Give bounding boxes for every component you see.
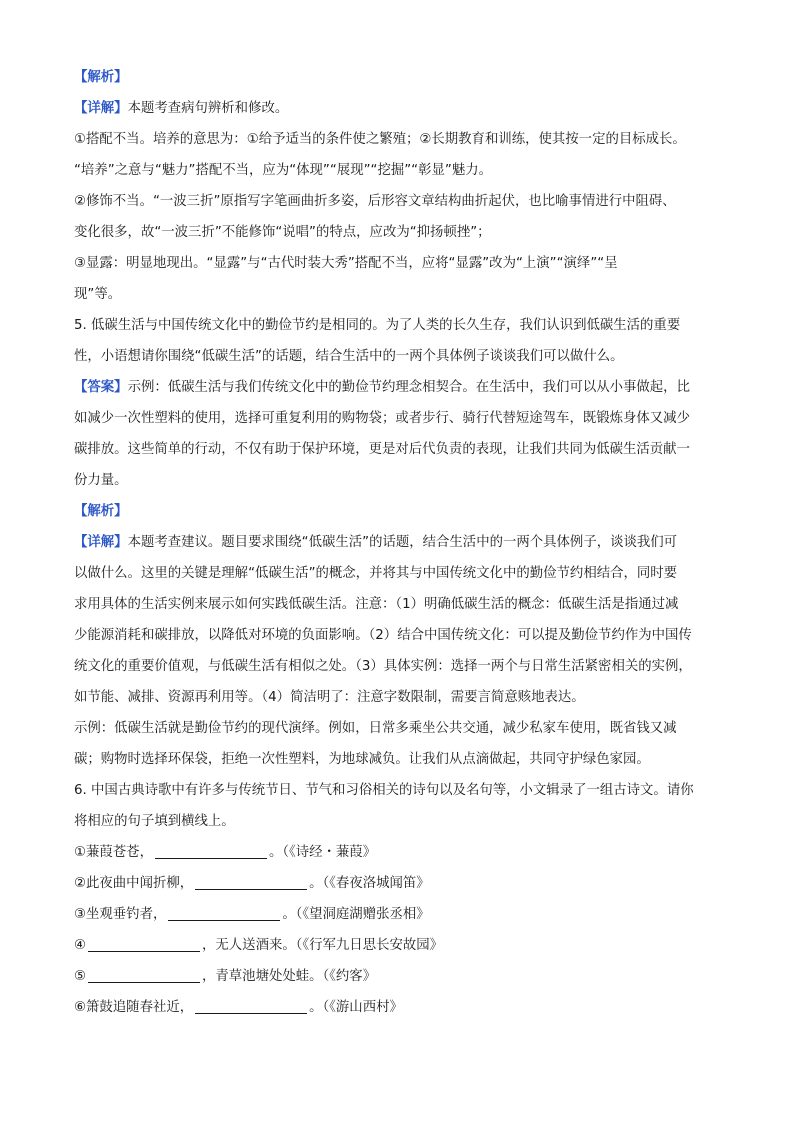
text-line: ②修饰不当。“一波三折”原指写字笔画曲折多姿，后形容文章结构曲折起伏，也比喻事情进行中阻碍、	[74, 194, 676, 209]
fill-pre: ⑥箫鼓追随春社近，	[74, 1000, 194, 1015]
fill-blank[interactable]	[155, 842, 267, 859]
fill-post: 。（《春夜洛城闻笛》	[309, 876, 430, 891]
detail-line: 少能源消耗和碳排放，以降低对环境的负面影响。（2）结合中国传统文化：可以提及勤俭节约作为中国传	[74, 628, 692, 643]
detail-line	[74, 93, 726, 124]
document-page	[74, 62, 726, 1023]
fill-pre: ①蒹葭苍苍，	[74, 845, 153, 860]
detail-line: 以做什么。这里的关键是理解“低碳生活”的概念，并将其与中国传统文化中的勤俭节约相结合，同时要	[74, 566, 678, 581]
fill-item	[74, 930, 726, 961]
answer-line: 碳排放。这些简单的行动，不仅有助于保护环境，更是对后代负责的表现，让我们共同为低碳生活贡献一	[74, 442, 690, 457]
question-5-line: 性，小语想请你围绕“低碳生活”的话题，结合生活中的一两个具体例子谈谈我们可以做什么。	[74, 349, 624, 364]
question-5-line: 5. 低碳生活与中国传统文化中的勤俭节约是相同的。为了人类的长久生存，我们认识到低碳生活的重要	[74, 318, 681, 333]
detail-tag: 【详解】	[74, 535, 128, 550]
analysis-tag: 【解析】	[74, 70, 128, 85]
text-line: 现”等。	[74, 287, 122, 302]
fill-blank[interactable]	[88, 966, 200, 983]
fill-post: 。（《望洞庭湖赠张丞相》	[282, 907, 430, 922]
fill-blank[interactable]	[88, 935, 200, 952]
text-line: ①搭配不当。培养的意思为：①给予适当的条件使之繁殖；②长期教育和训练，使其按一定的目标成长。	[74, 132, 686, 147]
fill-pre: ⑤	[74, 969, 87, 984]
answer-line	[74, 372, 726, 403]
fill-item	[74, 961, 726, 992]
analysis-heading	[74, 62, 726, 93]
detail-line: 如节能、减排、资源再利用等。（4）简洁明了：注意字数限制，需要言简意赅地表达。	[74, 690, 585, 705]
fill-post: ，青草池塘处处蛙。（《约客》	[202, 969, 377, 984]
text-line: 变化很多，故“一波三折”不能修饰“说唱”的特点，应改为“抑扬顿挫”；	[74, 225, 491, 240]
detail-text: 本题考查建议。题目要求围绕“低碳生活”的话题，结合生活中的一两个具体例子，谈谈我们可	[127, 535, 678, 550]
fill-blank[interactable]	[195, 997, 307, 1014]
fill-pre: ④	[74, 938, 87, 953]
fill-item	[74, 899, 726, 930]
fill-item	[74, 837, 726, 868]
fill-post: ，无人送酒来。（《行军九日思长安故园》	[202, 938, 444, 953]
question-6-line: 6. 中国古典诗歌中有许多与传统节日、节气和习俗相关的诗句以及名句等，小文辑录了一组古诗文。请你	[74, 783, 694, 798]
text-line: “培养”之意与“魅力”搭配不当，应为“体现”“展现”“挖掘”“彰显”魅力。	[74, 163, 493, 178]
fill-post: 。（《诗经・蒹葭》	[268, 845, 377, 860]
answer-line: 如减少一次性塑料的使用，选择可重复利用的购物袋；或者步行、骑行代替短途驾车，既锻炼身体又减少	[74, 411, 690, 426]
detail-line: 求用具体的生活实例来展示如何实践低碳生活。注意：（1）明确低碳生活的概念：低碳生活是指通过减	[74, 597, 679, 612]
fill-pre: ②此夜曲中闻折柳，	[74, 876, 194, 891]
fill-item	[74, 868, 726, 899]
detail-tag: 【详解】	[74, 101, 128, 116]
fill-pre: ③坐观垂钓者，	[74, 907, 167, 922]
detail-line: 碳；购物时选择环保袋，拒绝一次性塑料，为地球减负。让我们从点滴做起，共同守护绿色家园。	[74, 752, 650, 767]
analysis-heading	[74, 496, 726, 527]
analysis-tag: 【解析】	[74, 504, 128, 519]
fill-blank[interactable]	[168, 904, 280, 921]
answer-line: 份力量。	[74, 473, 128, 488]
detail-line: 统文化的重要价值观，与低碳生活有相似之处。（3）具体实例：选择一两个与日常生活紧密相关的实例，	[74, 659, 692, 674]
detail-text: 本题考查病句辨析和修改。	[127, 101, 289, 116]
fill-item	[74, 992, 726, 1023]
detail-line	[74, 527, 726, 558]
text-line: ③显露：明显地现出。“显露”与“古代时装大秀”搭配不当，应将“显露”改为“上演”“演绎”“呈	[74, 256, 618, 271]
answer-text: 示例：低碳生活与我们传统文化中的勤俭节约理念相契合。在生活中，我们可以从小事做起，比	[127, 380, 690, 395]
answer-tag: 【答案】	[74, 380, 128, 395]
detail-line: 示例：低碳生活就是勤俭节约的现代演绎。例如，日常多乘坐公共交通，减少私家车使用，既省钱又减	[74, 721, 677, 736]
fill-blank[interactable]	[195, 873, 307, 890]
fill-post: 。（《游山西村》	[309, 1000, 403, 1015]
question-6-line: 将相应的句子填到横线上。	[74, 814, 235, 829]
